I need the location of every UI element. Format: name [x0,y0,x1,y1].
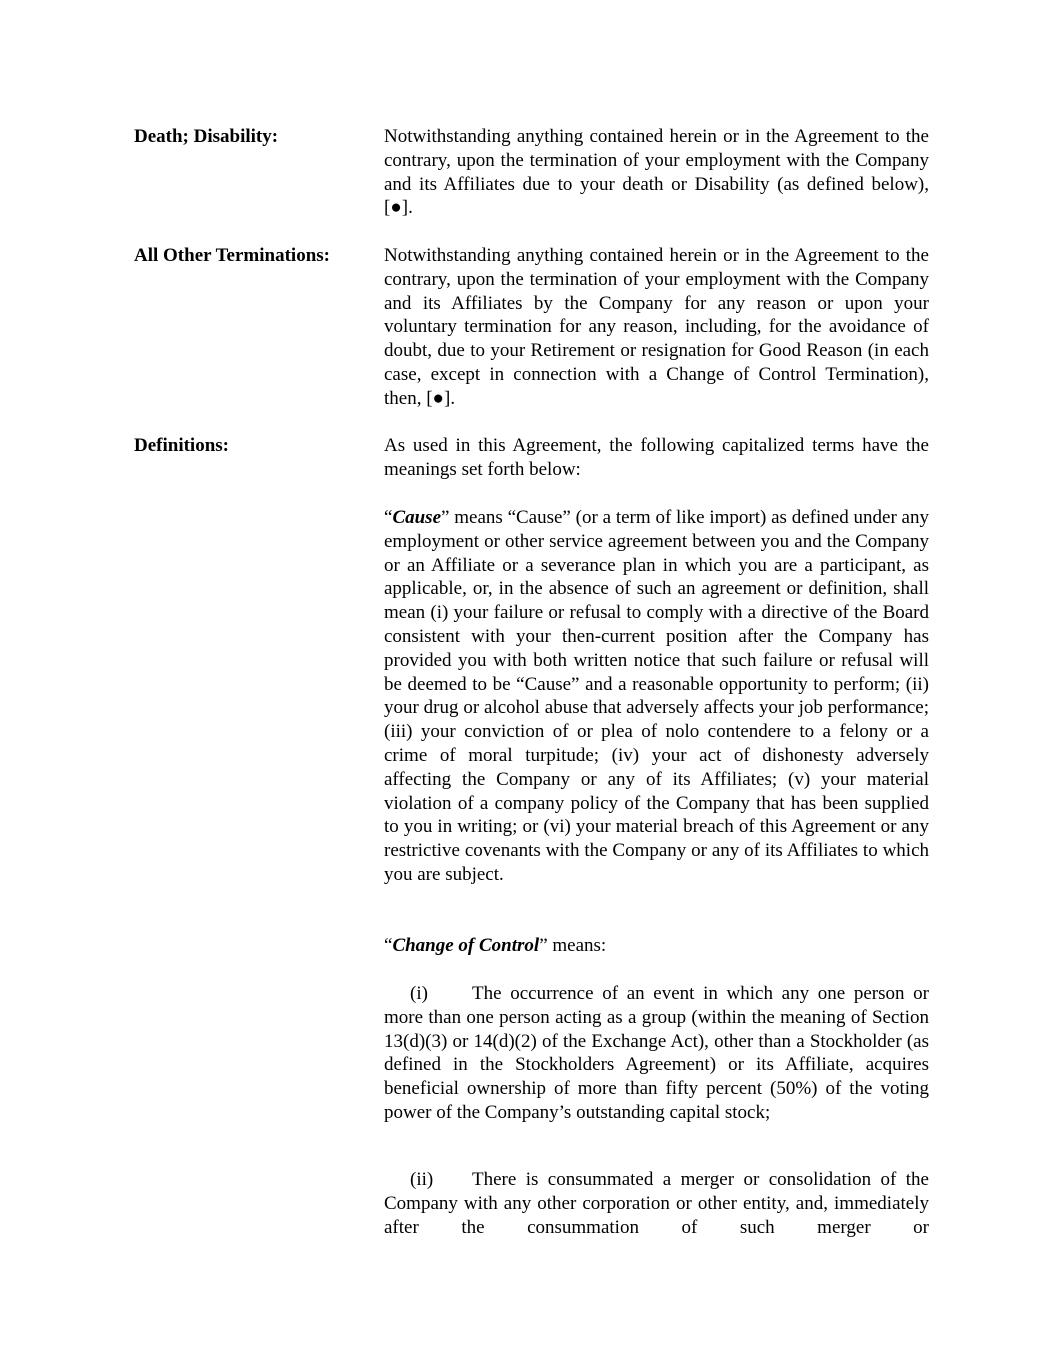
item-text: There is consummated a merger or consolidation of the Company with any other corporation or other entity, and, immediately after the consummation of such merger or [384,1169,929,1238]
paragraph-definitions-intro: As used in this Agreement, the following capitalized terms have the meanings set forth below: [384,435,929,480]
change-of-control-means: ” means: [539,935,607,956]
term-all-other-terminations: All Other Terminations: [134,245,330,266]
item-text: The occurrence of an event in which any one person or more than one person acting as a group (within the meaning of Section 13(d)(3) or 14(d)(2) of the Exchange Act), other than a Stockholder (as defined in the Stockholders Agreement) or its Affiliate, acquires beneficial ownership of more than fifty percent (50%) of the voting power of the Company’s outstanding capital stock; [384,983,929,1123]
change-of-control-item [384,1168,929,1239]
term-death-disability: Death; Disability: [134,126,279,147]
paragraph-change-of-control-heading [384,934,929,958]
paragraph-all-other-terminations: Notwithstanding anything contained herein or in the Agreement to the contrary, upon the termination of your employment with the Company and its Affiliates by the Company for any reason or upon your voluntary termination for any reason, including, for the avoidance of doubt, due to your Retirement or resignation for Good Reason (in each case, except in connection with a Change of Control Termination), then, [●]. [384,245,929,409]
item-number: (ii) [410,1169,434,1190]
open-quote: “ [384,935,393,956]
defined-term-change-of-control: Change of Control [392,935,540,956]
paragraph-cause-definition [384,506,929,887]
change-of-control-item [384,982,929,1125]
open-quote: “ [384,507,393,528]
defined-term-cause: Cause [392,507,442,528]
paragraph-death-disability: Notwithstanding anything contained herein or in the Agreement to the contrary, upon the termination of your employment with the Company and its Affiliates due to your death or Disability (as defined below), [●]. [384,126,929,219]
cause-definition-text: ” means “Cause” (or a term of like import) as defined under any employment or other service agreement between you and the Company or an Affiliate or a severance plan in which you are a participant, as applicable, or, in the absence of such an agreement or definition, shall mean (i) your failure or refusal to comply with a directive of the Board consistent with your then-current position after the Company has provided you with both written notice that such failure or refusal will be deemed to be “Cause” and a reasonable opportunity to perform; (ii) your drug or alcohol abuse that adversely affects your job performance; (iii) your conviction of or plea of nolo contendere to a felony or a crime of moral turpitude; (iv) your act of dishonesty adversely affecting the Company or any of its Affiliates; (v) your material violation of a company policy of the Company that has been supplied to you in writing; or (vi) your material breach of this Agreement or any restrictive covenants with the Company or any of its Affiliates to which you are subject. [384,507,929,885]
item-number: (i) [410,983,428,1004]
term-definitions: Definitions: [134,435,229,456]
